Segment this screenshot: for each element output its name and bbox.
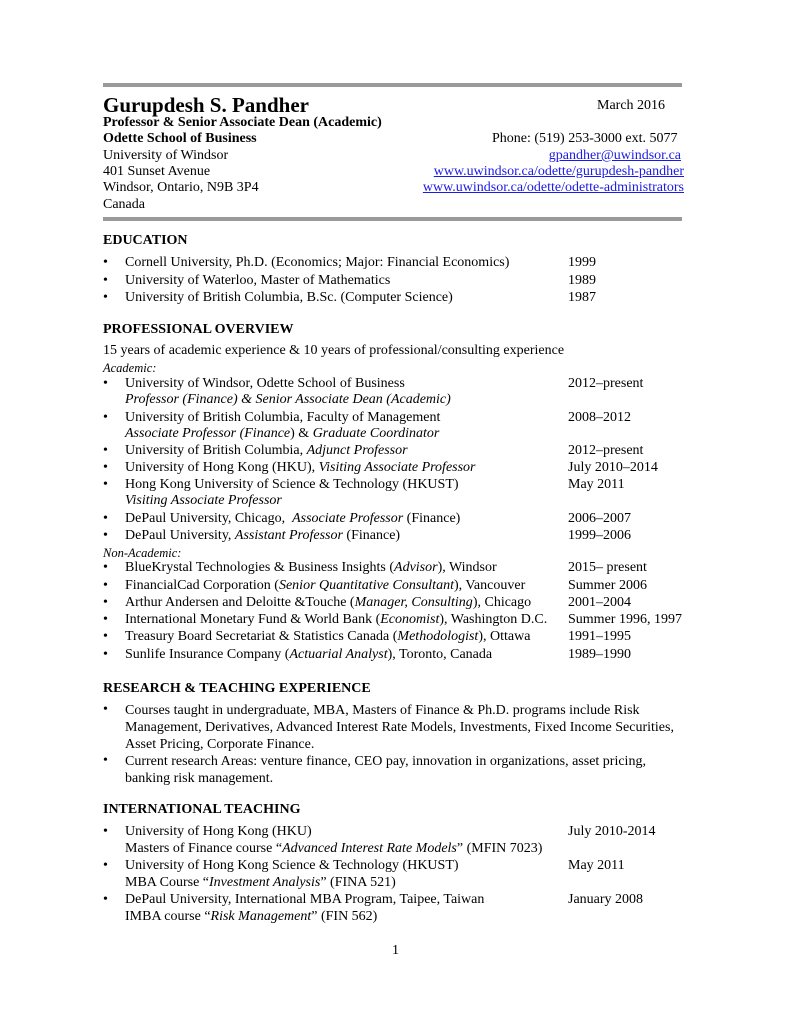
admin-url-link[interactable]: www.uwindsor.ca/odette/odette-administrators — [422, 180, 684, 195]
bullet — [103, 273, 119, 289]
academic-label: Academic: — [103, 361, 157, 375]
bullet — [103, 702, 119, 718]
school-name: Odette School of Business — [103, 131, 257, 146]
overview-summary: 15 years of academic experience & 10 years of professional/consulting experience — [103, 343, 565, 358]
bullet — [103, 255, 119, 271]
bullet — [103, 290, 119, 306]
bullet — [103, 560, 119, 576]
bullet — [103, 647, 119, 663]
bullet — [103, 892, 119, 908]
bullet — [103, 578, 119, 594]
cv-date: March 2016 — [597, 98, 666, 113]
international-heading: INTERNATIONAL TEACHING — [103, 802, 301, 817]
university: University of Windsor — [103, 148, 229, 163]
bullet — [103, 629, 119, 645]
bullet — [103, 528, 119, 544]
country: Canada — [103, 197, 145, 212]
bullet — [103, 595, 119, 611]
education-heading: EDUCATION — [103, 233, 188, 248]
bullet — [103, 753, 119, 769]
city-address: Windsor, Ontario, N9B 3P4 — [103, 180, 259, 195]
bullet — [103, 824, 119, 840]
bottom-rule — [103, 217, 682, 221]
position-title: Professor & Senior Associate Dean (Academic) — [103, 115, 382, 130]
top-rule — [103, 83, 682, 87]
street-address: 401 Sunset Avenue — [103, 164, 211, 179]
profile-url-link[interactable]: www.uwindsor.ca/odette/gurupdesh-pandher — [433, 164, 684, 179]
email-link[interactable]: gpandher@uwindsor.ca — [548, 148, 681, 163]
bullet — [103, 443, 119, 459]
person-name: Gurupdesh S. Pandher — [103, 93, 309, 117]
bullet — [103, 612, 119, 628]
bullet — [103, 410, 119, 426]
bullet — [103, 477, 119, 493]
research-heading: RESEARCH & TEACHING EXPERIENCE — [103, 681, 371, 696]
phone: Phone: (519) 253-3000 ext. 5077 — [492, 131, 678, 146]
page-number: 1 — [392, 943, 399, 958]
nonacademic-label: Non-Academic: — [103, 546, 182, 560]
bullet — [103, 376, 119, 392]
bullet — [103, 460, 119, 476]
bullet — [103, 511, 119, 527]
bullet — [103, 858, 119, 874]
overview-heading: PROFESSIONAL OVERVIEW — [103, 322, 294, 337]
